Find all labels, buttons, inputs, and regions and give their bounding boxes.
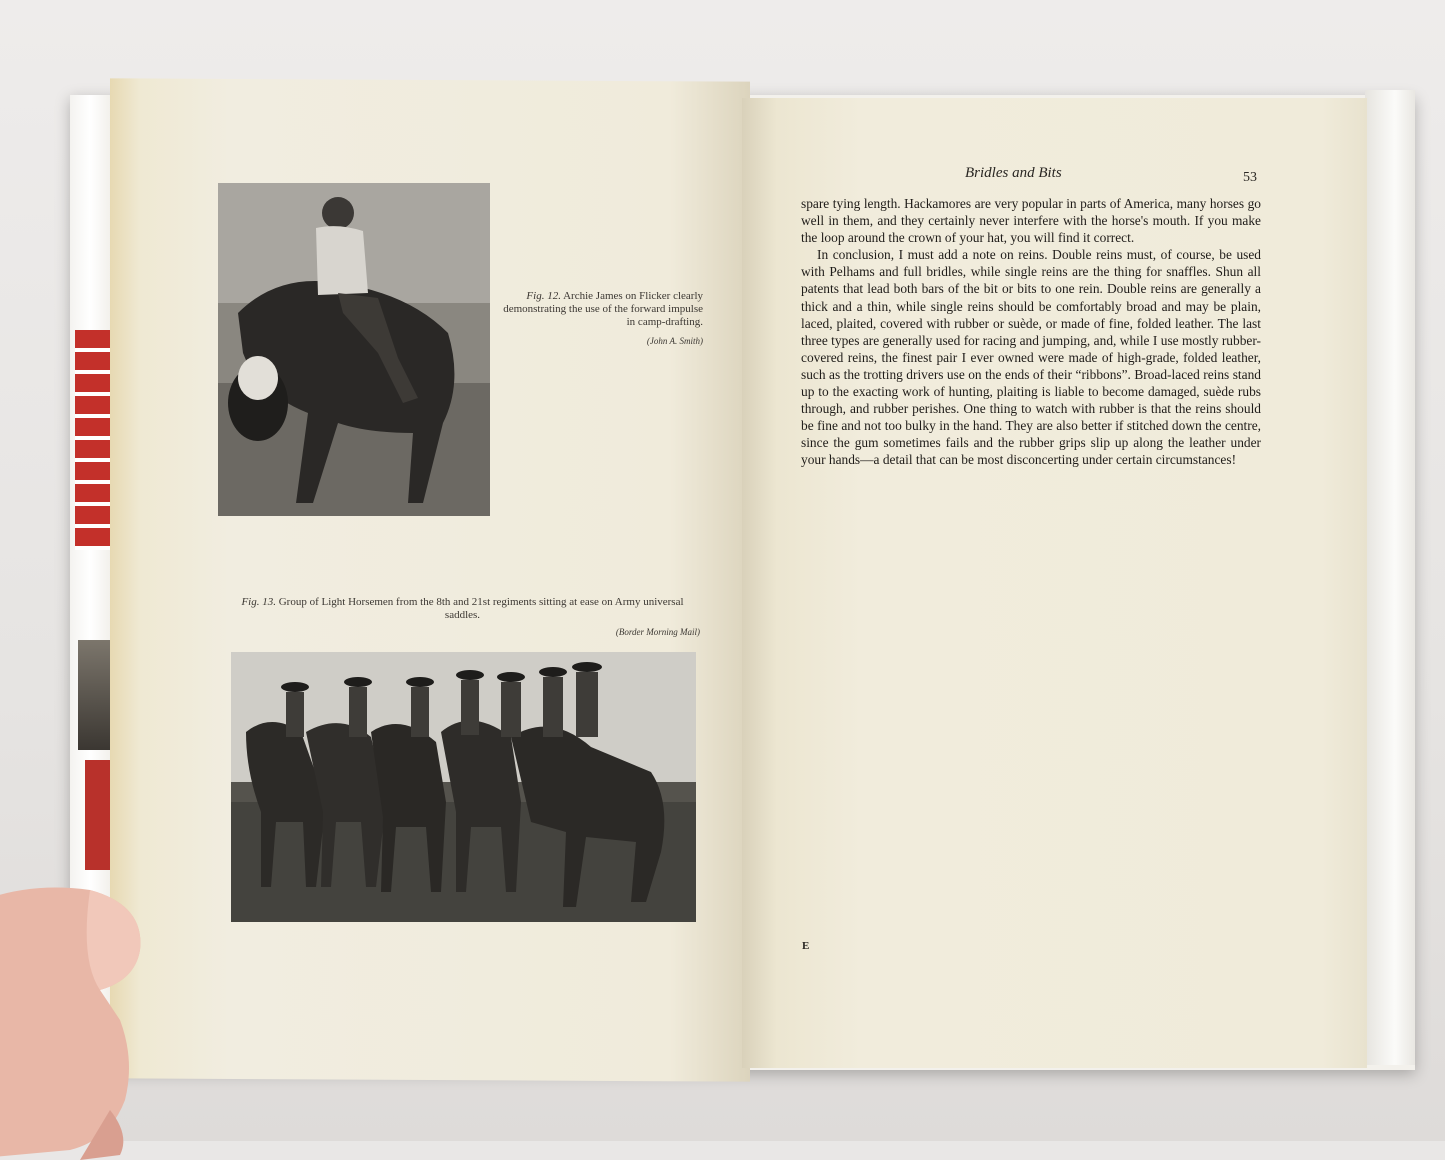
hand-image (0, 880, 190, 1160)
cover-right-edge (1365, 90, 1415, 1065)
fig12-credit: (John A. Smith) (646, 336, 703, 346)
paragraph-1: spare tying length. Hackamores are very popular in parts of America, many horses go well in them, and they certainly never interfere with the horse's mouth. If you make the loop around the crown of your hat, you will find it correct. (801, 196, 1261, 246)
fig12-photo (218, 183, 490, 516)
rider-image (218, 183, 490, 516)
fig13-credit: (Border Morning Mail) (615, 627, 700, 637)
fig12-caption (503, 290, 703, 348)
fig13-label: Fig. 13. (241, 596, 276, 608)
body-text (801, 195, 1261, 469)
horsemen-image (231, 652, 696, 922)
page-number: 53 (1243, 170, 1257, 185)
paragraph-2: In conclusion, I must add a note on reins. Double reins must, of course, be used with Pelhams and full bridles, while single reins are the thing for snaffles. Shun all patents that lead both bars of the bit or bits to one rein. Double reins are generally a thick and a thin, while single reins should be comfortably broad and may be plain, laced, plaited, covered with rubber or suède, or made of fine, folded leather. The last three types are generally used for racing and jumping, and, while I use mostly rubber-covered reins, the finest pair I ever owned were made of high-grade, folded leather, such as the trotting drivers use on the ends of their “ribbons”. Broad-laced reins stand up to the exacting work of hunting, plaiting is liable to become damaged, suède rubs through, and rubber perishes. One thing to watch with rubber is that the reins should be fine and not too bulky in the hand. They are also better if stitched down the centre, since the gum sometimes fails and the rubber grips slip up along the leather under your hands—a detail that can be most disconcerting under certain circumstances! (801, 247, 1261, 468)
fig12-text: Archie James on Flicker clearly demonstrating the use of the forward impulse in camp-drafting. (503, 290, 703, 328)
signature-mark: E (802, 940, 810, 952)
running-head: Bridles and Bits (965, 165, 1062, 181)
fig12-label: Fig. 12. (526, 290, 561, 302)
fig13-text: Group of Light Horsemen from the 8th and 21st regiments sitting at ease on Army universal saddles. (278, 596, 684, 621)
fig13-caption (225, 596, 700, 639)
fig13-photo (231, 652, 696, 922)
